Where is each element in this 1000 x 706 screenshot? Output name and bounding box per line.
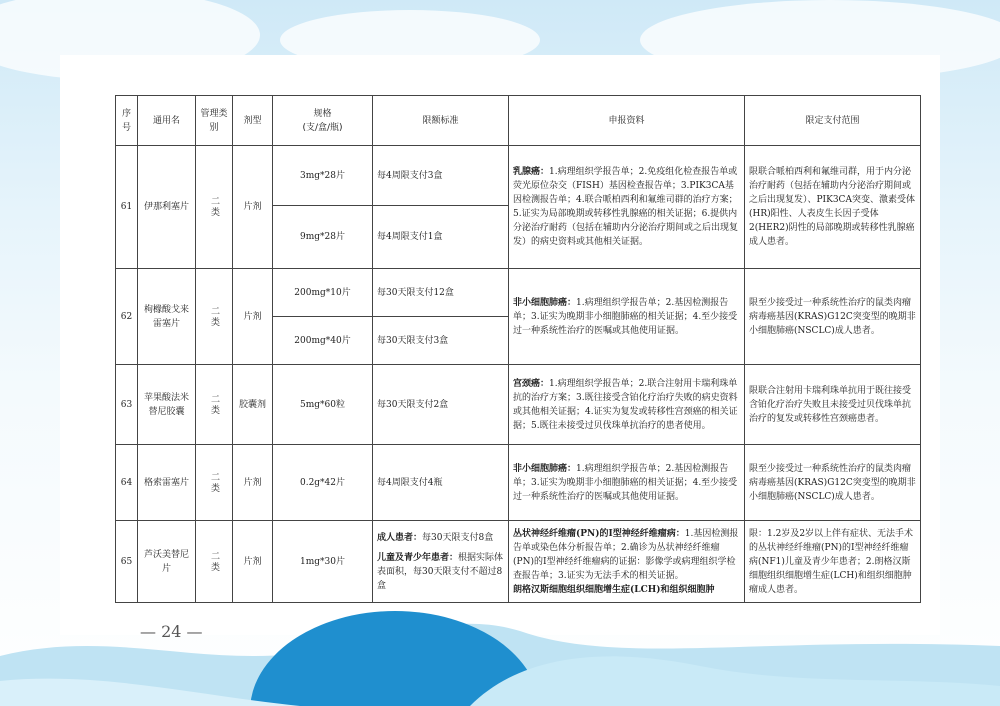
page-number: — 24 — <box>140 622 203 641</box>
materials-heading: 宫颈癌： <box>513 378 550 389</box>
materials-heading: 乳腺癌： <box>513 167 550 177</box>
materials-heading-2: 朗格汉斯细胞组织细胞增生症(LCH)和组织细胞肿 <box>513 584 715 595</box>
scope: 限：1.2岁及2岁以上伴有症状、无法手术的丛状神经纤维瘤(PN)的I型神经纤维瘤病(NF1)儿童及青少年患者；2.朗格汉斯细胞组织细胞增生症(LCH)和组织细胞肿瘤成人患者。 <box>745 521 921 603</box>
row-no: 64 <box>116 445 138 521</box>
limit: 每30天限支付3盒 <box>373 317 509 365</box>
materials-text: 1.病理组织学报告单；2.免疫组化检查报告单或荧光原位杂交（FISH）基因检查报告单；3.PIK3CA基因检测报告单；4.联合哌柏西利和氟维司群的治疗方案；5.证实为局部晚期或转移性乳腺癌的相关证据；6.提供内分泌治疗耐药（包括在辅助内分泌治疗期间或之后出现复发）的病史资料或其他相关证据。 <box>513 167 739 247</box>
limit-adult <box>377 531 504 545</box>
header-scope: 限定支付范围 <box>745 96 921 146</box>
mgmt-category-text: 二类 <box>209 393 219 416</box>
materials <box>509 146 745 269</box>
materials-heading: 非小细胞肺癌： <box>513 463 577 474</box>
materials <box>509 365 745 445</box>
table-row <box>116 269 921 317</box>
drug-name: 枸橼酸戈来雷塞片 <box>138 269 196 365</box>
header-limit: 限额标准 <box>373 96 509 146</box>
table-row <box>116 365 921 445</box>
limit-adult-text: 每30天限支付8盒 <box>422 532 494 543</box>
bottom-wave-decoration <box>0 586 1000 706</box>
mgmt-category-text: 二类 <box>209 196 219 218</box>
spec: 5mg*60粒 <box>273 365 373 445</box>
dosage-form: 胶囊剂 <box>233 365 273 445</box>
scope: 限至少接受过一种系统性治疗的鼠类肉瘤病毒癌基因(KRAS)G12C突变型的晚期非小细胞肺癌(NSCLC)成人患者。 <box>745 269 921 365</box>
spec: 3mg*28片 <box>273 146 373 206</box>
table-row <box>116 146 921 206</box>
drug-table <box>115 95 921 603</box>
row-no: 63 <box>116 365 138 445</box>
document-page <box>60 55 940 635</box>
materials-text: 1.病理组织学报告单；2.基因检测报告单；3.证实为晚期非小细胞肺癌的相关证据；4.至少接受过一种系统性治疗的医嘱或其他使用证据。 <box>513 463 738 502</box>
header-spec: 规格 (支/盒/瓶) <box>273 96 373 146</box>
row-no: 62 <box>116 269 138 365</box>
mgmt-category <box>196 445 233 521</box>
mgmt-category-text: 二类 <box>209 550 219 573</box>
header-materials: 申报资料 <box>509 96 745 146</box>
drug-name: 伊那利塞片 <box>138 146 196 269</box>
scope: 限联合哌柏西利和氟维司群，用于内分泌治疗耐药（包括在辅助内分泌治疗期间或之后出现复发）、PIK3CA突变、激素受体(HR)阳性、人表皮生长因子受体2(HER2)阴性的局部晚期或转移性乳腺癌成人患者。 <box>745 146 921 269</box>
drug-name: 芦沃美替尼片 <box>138 521 196 603</box>
limit: 每30天限支付2盒 <box>373 365 509 445</box>
dosage-form: 片剂 <box>233 521 273 603</box>
spec: 0.2g*42片 <box>273 445 373 521</box>
materials-text: 1.基因检测报告单或染色体分析报告单；2.确诊为丛状神经纤维瘤(PN)的I型神经纤维瘤病的证据：影像学或病理组织学检查报告单；3.证实为无法手术的相关证据。 <box>513 528 739 581</box>
drug-name: 苹果酸法米替尼胶囊 <box>138 365 196 445</box>
materials-text: 1.病理组织学报告单；2.基因检测报告单；3.证实为晚期非小细胞肺癌的相关证据；4.至少接受过一种系统性治疗的医嘱或其他使用证据。 <box>513 297 738 336</box>
materials-text: 1.病理组织学报告单；2.联合注射用卡瑞利珠单抗的治疗方案；3.既往接受含铂化疗治疗失败的病史资料或其他相关证据；4.证实为复发或转移性宫颈癌的相关证据；5.既往未接受过贝伐珠单抗治疗的患者使用。 <box>513 378 738 431</box>
dosage-form: 片剂 <box>233 445 273 521</box>
dosage-form: 片剂 <box>233 146 273 269</box>
row-no: 65 <box>116 521 138 603</box>
mgmt-category <box>196 365 233 445</box>
mgmt-category-text: 二类 <box>209 305 219 328</box>
materials <box>509 269 745 365</box>
header-no: 序号 <box>116 96 138 146</box>
limit: 每30天限支付12盒 <box>373 269 509 317</box>
mgmt-category <box>196 146 233 269</box>
limit-child-text: 根据实际体表面积，每30天限支付不超过8盒 <box>377 552 504 591</box>
limit: 每4周限支付1盒 <box>373 206 509 269</box>
header-mgmt: 管理类别 <box>196 96 233 146</box>
mgmt-category-text: 二类 <box>209 471 219 494</box>
table-header-row <box>116 96 921 146</box>
spec: 9mg*28片 <box>273 206 373 269</box>
limit: 每4周限支付3盒 <box>373 146 509 206</box>
limit-child-heading: 儿童及青少年患者： <box>377 552 459 563</box>
limit: 每4周限支付4瓶 <box>373 445 509 521</box>
row-no: 61 <box>116 146 138 269</box>
header-form: 剂型 <box>233 96 273 146</box>
mgmt-category <box>196 269 233 365</box>
spec: 200mg*40片 <box>273 317 373 365</box>
limit-adult-heading: 成人患者： <box>377 532 423 543</box>
scope: 限联合注射用卡瑞利珠单抗用于既往接受含铂化疗治疗失败且未接受过贝伐珠单抗治疗的复发或转移性宫颈癌患者。 <box>745 365 921 445</box>
dosage-form: 片剂 <box>233 269 273 365</box>
spec: 200mg*10片 <box>273 269 373 317</box>
drug-name: 格索雷塞片 <box>138 445 196 521</box>
spec: 1mg*30片 <box>273 521 373 603</box>
header-name: 通用名 <box>138 96 196 146</box>
scope: 限至少接受过一种系统性治疗的鼠类肉瘤病毒癌基因(KRAS)G12C突变型的晚期非小细胞肺癌(NSCLC)成人患者。 <box>745 445 921 521</box>
materials-heading: 非小细胞肺癌： <box>513 297 577 308</box>
materials-heading: 丛状神经纤维瘤(PN)的I型神经纤维瘤病： <box>513 528 685 539</box>
materials <box>509 445 745 521</box>
table-row <box>116 445 921 521</box>
wave-graphic <box>0 586 1000 706</box>
